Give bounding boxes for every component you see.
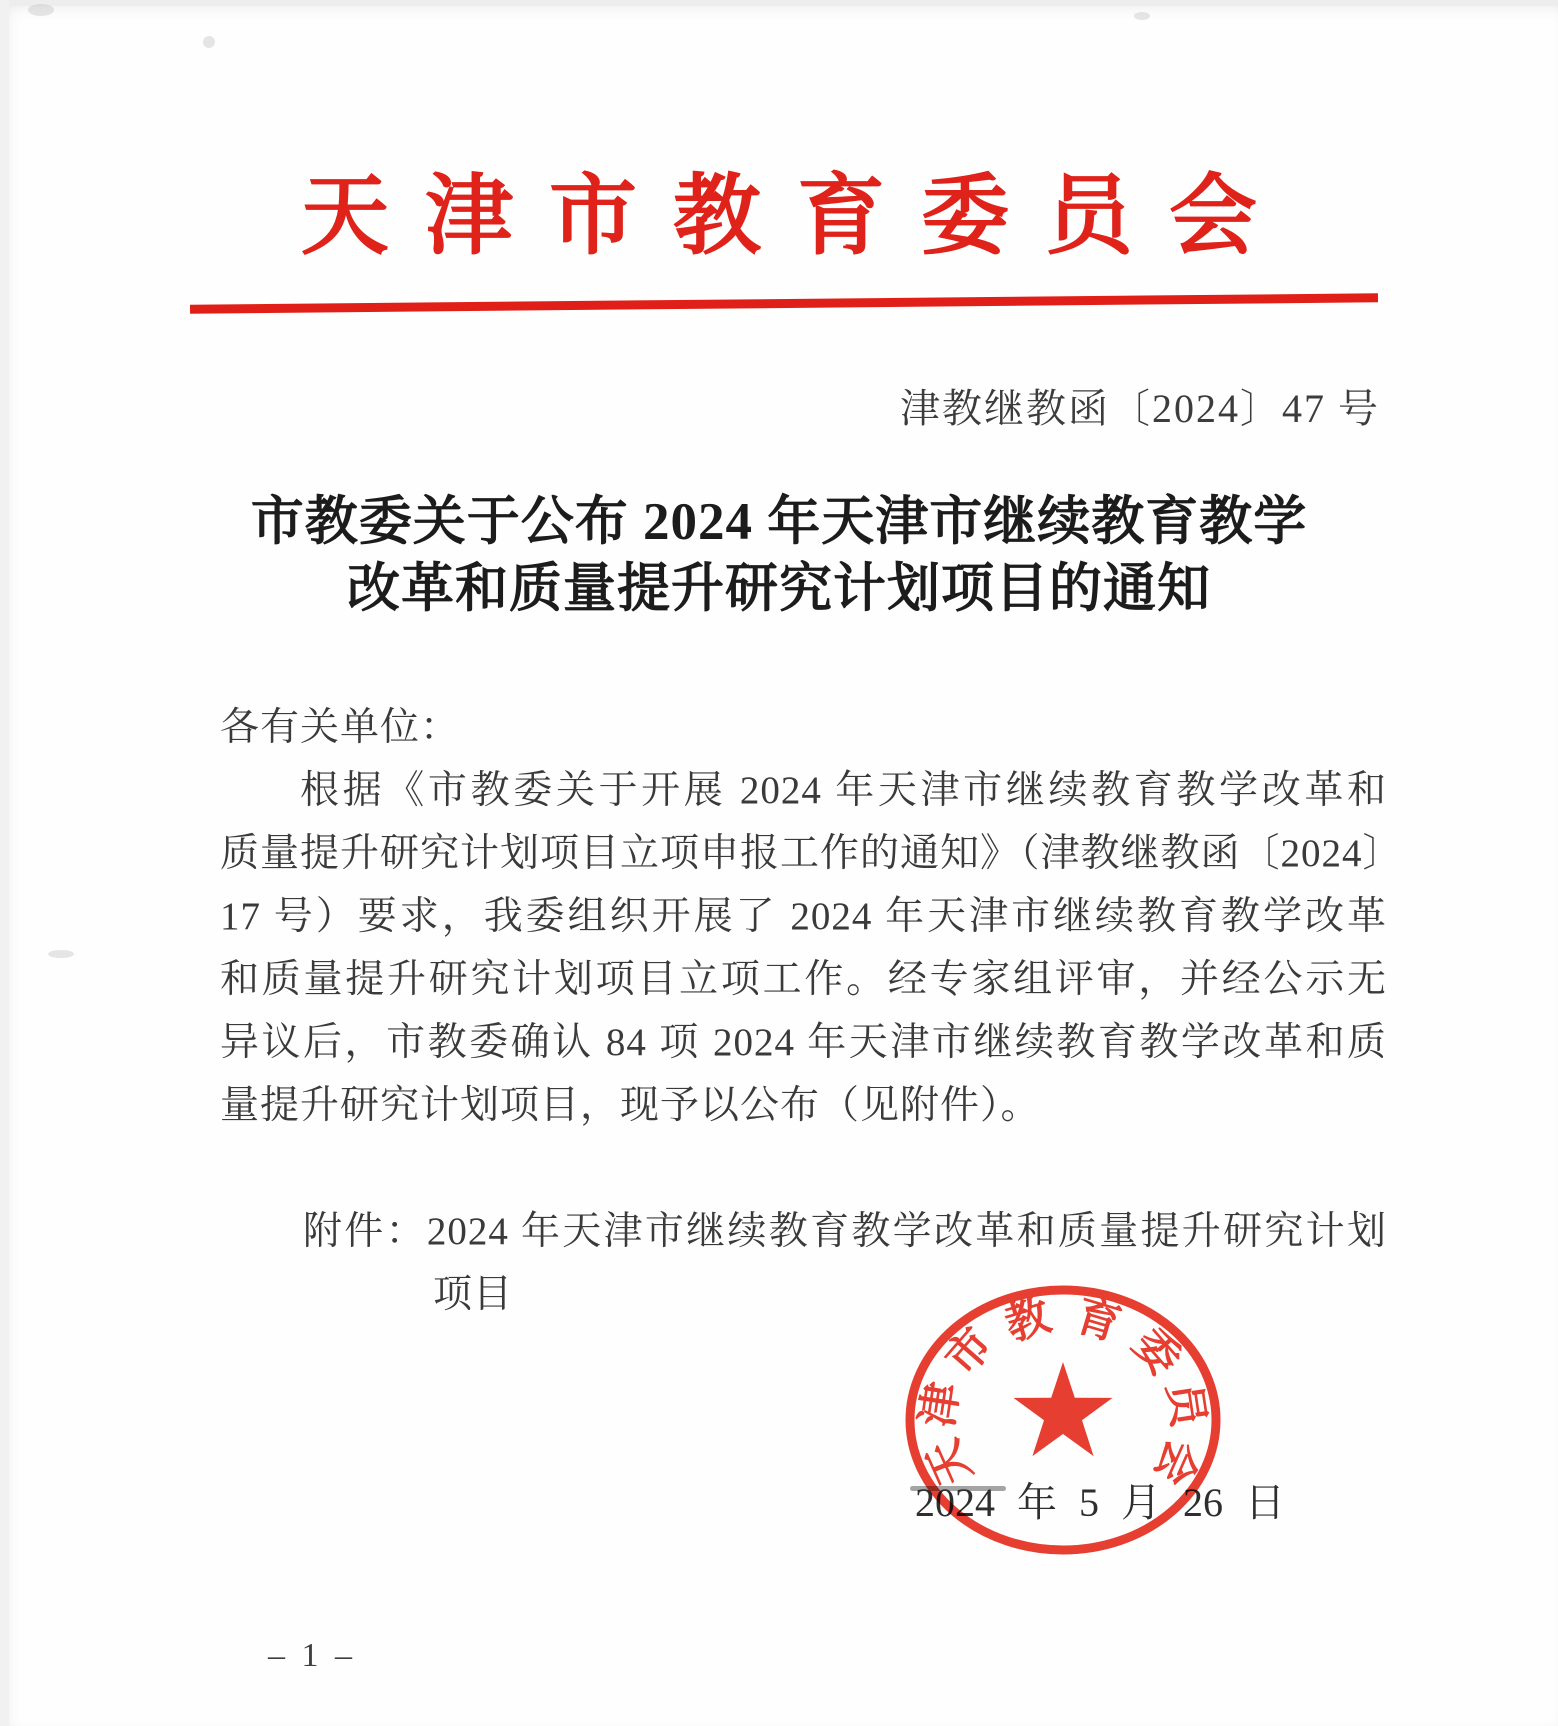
seal-char: 教 (999, 1290, 1056, 1351)
attachment-line-2: 项目 (433, 1273, 514, 1316)
notice-title-line1: 市教委关于公布 2024 年天津市继续教育教学 (250, 493, 1308, 551)
page-number: – 1 – (268, 1637, 352, 1674)
doc-number: 津教继教函〔2024〕47 号 (900, 386, 1380, 431)
attachment-line-1: 附件：2024 年天津市继续教育教学改革和质量提升研究计划 (303, 1210, 1387, 1253)
seal-char: 委 (1123, 1319, 1190, 1385)
paragraph-line-2: 质量提升研究计划项目立项申报工作的通知》（津教继教函〔2024〕 (220, 832, 1403, 875)
seal-char: 会 (1144, 1432, 1208, 1493)
salutation: 各有关单位： (220, 706, 461, 749)
header-divider-line (190, 293, 1378, 313)
scan-artifact (1134, 12, 1150, 20)
issue-date: 2024 年 5 月 26 日 (915, 1480, 1285, 1525)
body-text (220, 696, 1403, 1326)
paragraph-line-4: 和质量提升研究计划项目立项工作。经专家组评审，并经公示无 (220, 958, 1387, 1001)
seal-char: 员 (1158, 1379, 1214, 1430)
paragraph-line-1: 根据《市教委关于开展 2024 年天津市继续教育教学改革和 (300, 769, 1387, 812)
scan-artifact (48, 950, 74, 958)
paragraph-line-3: 17 号）要求，我委组织开展了 2024 年天津市继续教育教学改革 (220, 895, 1387, 938)
seal-char: 津 (912, 1379, 968, 1430)
paragraph-line-6: 量提升研究计划项目，现予以公布（见附件）。 (220, 1084, 1041, 1127)
blank-line (220, 1137, 1387, 1200)
seal-char: 市 (936, 1319, 1003, 1385)
notice-title (0, 489, 1558, 623)
official-seal (898, 1278, 1228, 1562)
seal-char: 育 (1070, 1290, 1127, 1351)
org-title: 天津市教育委员会 (300, 169, 1293, 266)
scan-artifact (203, 36, 215, 48)
seal-char: 天 (918, 1432, 982, 1493)
notice-title-line2: 改革和质量提升研究计划项目的通知 (347, 560, 1211, 618)
scan-artifact (28, 4, 54, 16)
paragraph-line-5: 异议后，市教委确认 84 项 2024 年天津市继续教育教学改革和质 (220, 1021, 1387, 1064)
scan-edge-top (0, 0, 1558, 6)
seal-star (1014, 1362, 1113, 1456)
